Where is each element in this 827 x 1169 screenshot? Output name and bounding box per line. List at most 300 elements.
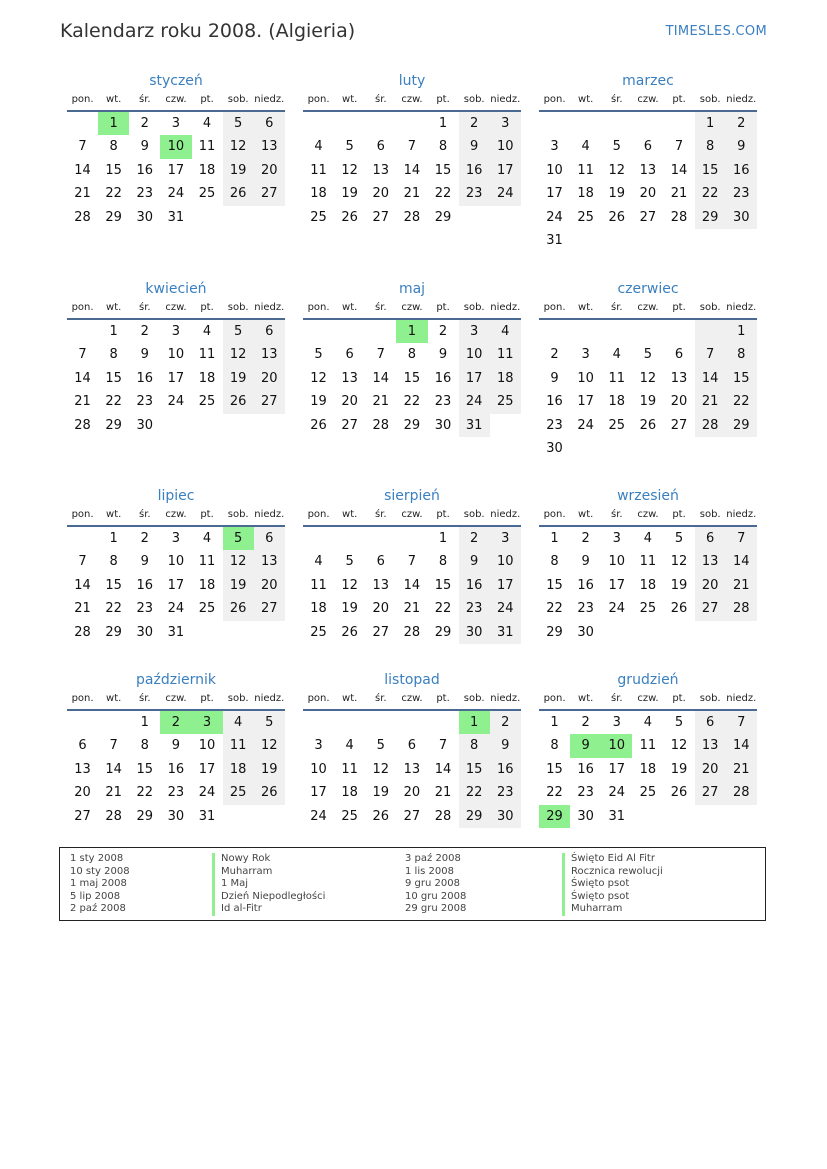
day-cell: 10 bbox=[160, 135, 191, 158]
empty-cell bbox=[726, 805, 757, 828]
empty-cell bbox=[223, 621, 254, 644]
day-cell: 19 bbox=[639, 394, 657, 410]
day-cell: 7 bbox=[695, 343, 726, 366]
day-cell: 24 bbox=[167, 601, 185, 617]
day-cell: 3 bbox=[612, 715, 621, 730]
day-cell: 9 bbox=[140, 139, 149, 155]
empty-cell bbox=[601, 621, 632, 644]
legend-date: 1 sty 2008 bbox=[70, 853, 124, 864]
day-cell: 10 bbox=[198, 738, 216, 754]
empty-cell bbox=[664, 229, 695, 252]
legend-names-right bbox=[562, 853, 663, 916]
day-cell: 14 bbox=[372, 370, 390, 386]
day-cell: 25 bbox=[223, 781, 254, 804]
day-cell: 5 bbox=[674, 715, 684, 730]
week-row bbox=[539, 805, 757, 828]
day-cell: 27 bbox=[639, 209, 657, 225]
day-cell: 23 bbox=[726, 182, 757, 205]
day-cell: 25 bbox=[608, 417, 626, 433]
day-cell: 27 bbox=[695, 781, 726, 804]
day-cell: 11 bbox=[198, 139, 216, 155]
month-name: październik bbox=[136, 672, 216, 688]
day-cell: 13 bbox=[254, 135, 285, 158]
day-cell: 16 bbox=[434, 370, 452, 386]
day-cell: 26 bbox=[608, 209, 626, 225]
day-cell: 5 bbox=[612, 139, 621, 155]
day-cell: 21 bbox=[74, 601, 91, 617]
legend-name: Muharram bbox=[571, 903, 623, 915]
weekday-label: czw. bbox=[637, 94, 659, 105]
empty-cell bbox=[664, 437, 695, 460]
empty-cell bbox=[632, 320, 663, 343]
day-cell: 10 bbox=[459, 343, 490, 366]
day-cell: 10 bbox=[577, 370, 594, 386]
day-cell: 31 bbox=[167, 209, 185, 225]
week-row bbox=[539, 206, 757, 229]
day-cell: 28 bbox=[74, 624, 91, 640]
brand-link[interactable]: TIMESLES.COM bbox=[665, 24, 767, 39]
legend-date: 9 gru 2008 bbox=[405, 878, 460, 890]
empty-cell bbox=[632, 437, 663, 460]
month-name: styczeń bbox=[149, 73, 203, 89]
day-cell: 28 bbox=[695, 414, 726, 437]
day-cell: 12 bbox=[670, 554, 688, 570]
day-cell: 22 bbox=[105, 394, 122, 410]
day-cell: 29 bbox=[726, 414, 757, 437]
day-cell: 27 bbox=[695, 597, 726, 620]
day-cell: 30 bbox=[136, 417, 154, 433]
week-row bbox=[303, 574, 521, 597]
day-cell: 18 bbox=[490, 367, 521, 390]
week-row bbox=[303, 758, 521, 781]
empty-cell bbox=[98, 711, 129, 734]
empty-cell bbox=[303, 320, 334, 343]
weekday-label: śr. bbox=[611, 94, 623, 105]
day-cell: 9 bbox=[438, 347, 448, 363]
day-cell: 10 bbox=[167, 554, 185, 570]
week-row bbox=[303, 414, 521, 437]
weekday-label: czw. bbox=[637, 693, 659, 704]
day-cell: 24 bbox=[167, 394, 185, 410]
weekday-label: pon. bbox=[71, 94, 94, 105]
weekday-label: sob. bbox=[227, 509, 249, 520]
empty-cell bbox=[695, 320, 726, 343]
day-cell: 13 bbox=[695, 734, 726, 757]
weekday-label: wt. bbox=[578, 693, 594, 704]
empty-cell bbox=[334, 320, 365, 343]
day-cell: 2 bbox=[160, 711, 191, 734]
weekday-label: śr. bbox=[139, 693, 151, 704]
day-cell: 7 bbox=[78, 554, 87, 570]
day-cell: 4 bbox=[345, 738, 354, 754]
empty-cell bbox=[664, 805, 695, 828]
day-cell: 15 bbox=[546, 577, 563, 593]
day-cell: 9 bbox=[171, 738, 181, 754]
day-cell: 14 bbox=[403, 577, 421, 593]
month-name: kwiecień bbox=[145, 281, 207, 297]
day-cell: 26 bbox=[223, 390, 254, 413]
weekday-label: sob. bbox=[699, 302, 721, 313]
day-cell: 6 bbox=[695, 527, 726, 550]
day-cell: 28 bbox=[403, 209, 421, 225]
day-cell: 19 bbox=[223, 574, 254, 597]
month-8 bbox=[303, 485, 521, 644]
week-row bbox=[539, 112, 757, 135]
legend-name: 1 Maj bbox=[221, 878, 249, 890]
empty-cell bbox=[365, 320, 396, 343]
day-cell: 2 bbox=[140, 116, 149, 131]
weekday-label: pt. bbox=[672, 302, 686, 313]
weekday-label: niedz. bbox=[490, 693, 521, 704]
day-cell: 16 bbox=[577, 761, 594, 777]
week-row bbox=[67, 574, 285, 597]
day-cell: 30 bbox=[136, 624, 154, 640]
day-cell: 12 bbox=[341, 162, 358, 178]
weekday-label: sob. bbox=[227, 693, 249, 704]
empty-cell bbox=[601, 320, 632, 343]
month-name: sierpień bbox=[384, 488, 440, 504]
day-cell: 5 bbox=[223, 527, 254, 550]
day-cell: 30 bbox=[546, 440, 563, 456]
day-cell: 1 bbox=[438, 531, 448, 546]
month-2 bbox=[303, 70, 521, 229]
empty-cell bbox=[726, 229, 757, 252]
weekday-label: śr. bbox=[611, 509, 623, 520]
week-row bbox=[539, 135, 757, 158]
day-cell: 23 bbox=[546, 417, 563, 433]
day-cell: 22 bbox=[459, 781, 490, 804]
day-cell: 1 bbox=[459, 711, 490, 734]
week-row bbox=[67, 805, 285, 828]
legend-dates-right bbox=[405, 853, 466, 916]
month-11 bbox=[303, 669, 521, 828]
weekday-label: pt. bbox=[672, 693, 686, 704]
day-cell: 21 bbox=[726, 758, 757, 781]
day-cell: 17 bbox=[577, 394, 594, 410]
day-cell: 6 bbox=[376, 139, 385, 155]
day-cell: 4 bbox=[202, 531, 212, 546]
day-cell: 17 bbox=[608, 761, 626, 777]
weekday-label: wt. bbox=[342, 509, 358, 520]
day-cell: 25 bbox=[577, 209, 594, 225]
day-cell: 15 bbox=[695, 159, 726, 182]
day-cell: 11 bbox=[490, 343, 521, 366]
weekday-label: śr. bbox=[139, 94, 151, 105]
day-cell: 3 bbox=[490, 112, 521, 135]
weekday-label: niedz. bbox=[490, 509, 521, 520]
weekday-label: pt. bbox=[436, 693, 450, 704]
day-cell: 26 bbox=[223, 597, 254, 620]
day-cell: 30 bbox=[167, 808, 185, 824]
day-cell: 27 bbox=[403, 808, 421, 824]
day-cell: 7 bbox=[407, 139, 417, 155]
day-cell: 17 bbox=[167, 162, 185, 178]
weekday-label: wt. bbox=[578, 302, 594, 313]
day-cell: 2 bbox=[140, 324, 149, 339]
day-cell: 28 bbox=[670, 209, 688, 225]
day-cell: 20 bbox=[403, 785, 421, 801]
weekday-label: niedz. bbox=[726, 693, 757, 704]
empty-cell bbox=[192, 206, 223, 229]
day-cell: 31 bbox=[608, 808, 626, 824]
day-cell: 1 bbox=[438, 116, 448, 131]
day-cell: 12 bbox=[639, 370, 657, 386]
day-cell: 1 bbox=[726, 320, 757, 343]
week-row bbox=[303, 805, 521, 828]
day-cell: 11 bbox=[198, 554, 216, 570]
day-cell: 30 bbox=[490, 805, 521, 828]
empty-cell bbox=[223, 414, 254, 437]
day-cell: 2 bbox=[490, 711, 521, 734]
day-cell: 12 bbox=[341, 577, 358, 593]
empty-cell bbox=[67, 320, 98, 343]
day-cell: 10 bbox=[490, 135, 521, 158]
month-name: wrzesień bbox=[617, 488, 679, 504]
day-cell: 27 bbox=[254, 390, 285, 413]
weekday-label: pon. bbox=[307, 302, 330, 313]
day-cell: 27 bbox=[372, 624, 390, 640]
day-cell: 4 bbox=[314, 139, 323, 155]
legend-name: Święto psot bbox=[571, 890, 630, 902]
day-cell: 16 bbox=[459, 574, 490, 597]
legend-names-left bbox=[212, 853, 325, 916]
day-cell: 25 bbox=[198, 186, 216, 202]
day-cell: 17 bbox=[198, 761, 216, 777]
day-cell: 29 bbox=[403, 417, 421, 433]
day-cell: 28 bbox=[74, 209, 91, 225]
month-name: listopad bbox=[384, 672, 440, 688]
week-row bbox=[67, 734, 285, 757]
day-cell: 23 bbox=[434, 394, 452, 410]
week-row bbox=[539, 437, 757, 460]
day-cell: 23 bbox=[136, 394, 154, 410]
day-cell: 5 bbox=[643, 347, 653, 363]
week-row bbox=[303, 182, 521, 205]
day-cell: 14 bbox=[74, 577, 91, 593]
day-cell: 6 bbox=[674, 347, 684, 363]
day-cell: 5 bbox=[674, 531, 684, 546]
day-cell: 15 bbox=[459, 758, 490, 781]
day-cell: 19 bbox=[341, 186, 358, 202]
day-cell: 18 bbox=[198, 577, 216, 593]
day-cell: 1 bbox=[396, 320, 427, 343]
week-row bbox=[539, 734, 757, 757]
weekday-label: czw. bbox=[165, 302, 187, 313]
day-cell: 29 bbox=[105, 209, 122, 225]
weekday-label: wt. bbox=[578, 94, 594, 105]
legend-date: 29 gru 2008 bbox=[405, 903, 467, 915]
legend-name: Dzień Niepodległości bbox=[221, 890, 326, 902]
day-cell: 18 bbox=[341, 785, 358, 801]
day-cell: 24 bbox=[459, 390, 490, 413]
day-cell: 16 bbox=[136, 162, 154, 178]
day-cell: 23 bbox=[490, 781, 521, 804]
day-cell: 13 bbox=[372, 577, 390, 593]
week-row bbox=[539, 550, 757, 573]
day-cell: 9 bbox=[570, 734, 601, 757]
empty-cell bbox=[254, 414, 285, 437]
day-cell: 16 bbox=[577, 577, 594, 593]
legend-date: 1 maj 2008 bbox=[70, 878, 127, 890]
day-cell: 29 bbox=[434, 624, 452, 640]
week-row bbox=[67, 206, 285, 229]
empty-cell bbox=[396, 527, 427, 550]
day-cell: 11 bbox=[577, 162, 594, 178]
day-cell: 3 bbox=[550, 139, 559, 155]
weekday-label: wt. bbox=[342, 302, 358, 313]
weekday-label: sob. bbox=[463, 693, 485, 704]
legend-name: Święto psot bbox=[571, 878, 630, 890]
weekday-label: niedz. bbox=[254, 693, 285, 704]
empty-cell bbox=[632, 805, 663, 828]
weekday-label: śr. bbox=[375, 302, 387, 313]
empty-cell bbox=[396, 112, 427, 135]
day-cell: 25 bbox=[310, 624, 327, 640]
day-cell: 2 bbox=[438, 324, 448, 339]
empty-cell bbox=[490, 206, 521, 229]
empty-cell bbox=[664, 320, 695, 343]
day-cell: 22 bbox=[695, 182, 726, 205]
empty-cell bbox=[570, 437, 601, 460]
day-cell: 29 bbox=[546, 624, 563, 640]
day-cell: 20 bbox=[372, 186, 390, 202]
day-cell: 1 bbox=[109, 324, 118, 339]
day-cell: 9 bbox=[459, 550, 490, 573]
day-cell: 18 bbox=[639, 761, 657, 777]
day-cell: 27 bbox=[670, 417, 688, 433]
day-cell: 22 bbox=[434, 601, 452, 617]
legend-name: Id al-Fitr bbox=[221, 903, 262, 915]
day-cell: 17 bbox=[608, 577, 626, 593]
day-cell: 21 bbox=[670, 186, 688, 202]
day-cell: 22 bbox=[726, 390, 757, 413]
weekday-label: sob. bbox=[699, 693, 721, 704]
day-cell: 19 bbox=[670, 577, 688, 593]
day-cell: 2 bbox=[140, 531, 149, 546]
day-cell: 8 bbox=[550, 738, 559, 754]
weekday-label: sob. bbox=[227, 302, 249, 313]
legend-date: 2 paź 2008 bbox=[70, 903, 126, 915]
week-row bbox=[539, 711, 757, 734]
day-cell: 19 bbox=[372, 785, 390, 801]
empty-cell bbox=[490, 414, 521, 437]
day-cell: 8 bbox=[109, 139, 118, 155]
day-cell: 1 bbox=[140, 715, 149, 730]
weekday-label: pon. bbox=[543, 693, 566, 704]
day-cell: 3 bbox=[171, 531, 181, 546]
week-row bbox=[539, 621, 757, 644]
day-cell: 9 bbox=[726, 135, 757, 158]
weekday-label: śr. bbox=[139, 302, 151, 313]
holiday-legend bbox=[59, 847, 766, 921]
day-cell: 18 bbox=[198, 162, 216, 178]
day-cell: 6 bbox=[376, 554, 385, 570]
day-cell: 10 bbox=[601, 734, 632, 757]
empty-cell bbox=[664, 112, 695, 135]
day-cell: 11 bbox=[608, 370, 626, 386]
day-cell: 26 bbox=[310, 417, 327, 433]
day-cell: 6 bbox=[78, 738, 87, 754]
weekday-label: wt. bbox=[106, 509, 122, 520]
day-cell: 24 bbox=[490, 597, 521, 620]
day-cell: 16 bbox=[546, 394, 563, 410]
week-row bbox=[67, 135, 285, 158]
week-row bbox=[67, 159, 285, 182]
day-cell: 17 bbox=[546, 186, 563, 202]
day-cell: 12 bbox=[608, 162, 626, 178]
day-cell: 15 bbox=[136, 761, 154, 777]
day-cell: 26 bbox=[254, 781, 285, 804]
day-cell: 28 bbox=[726, 781, 757, 804]
day-cell: 23 bbox=[136, 186, 154, 202]
day-cell: 28 bbox=[105, 808, 122, 824]
weekday-label: śr. bbox=[611, 693, 623, 704]
day-cell: 1 bbox=[98, 112, 129, 135]
empty-cell bbox=[396, 711, 427, 734]
week-row bbox=[67, 597, 285, 620]
empty-cell bbox=[695, 437, 726, 460]
weekday-label: śr. bbox=[375, 94, 387, 105]
weekday-label: pon. bbox=[71, 509, 94, 520]
day-cell: 25 bbox=[198, 394, 216, 410]
day-cell: 14 bbox=[726, 550, 757, 573]
day-cell: 17 bbox=[167, 370, 185, 386]
day-cell: 31 bbox=[459, 414, 490, 437]
empty-cell bbox=[160, 414, 191, 437]
day-cell: 27 bbox=[254, 182, 285, 205]
week-row bbox=[303, 711, 521, 734]
day-cell: 21 bbox=[695, 390, 726, 413]
day-cell: 30 bbox=[459, 621, 490, 644]
day-cell: 18 bbox=[577, 186, 594, 202]
day-cell: 7 bbox=[674, 139, 684, 155]
day-cell: 7 bbox=[109, 738, 118, 754]
day-cell: 10 bbox=[310, 761, 327, 777]
weekday-label: niedz. bbox=[726, 302, 757, 313]
weekday-label: pon. bbox=[543, 509, 566, 520]
week-row bbox=[539, 229, 757, 252]
day-cell: 20 bbox=[695, 574, 726, 597]
empty-cell bbox=[570, 229, 601, 252]
day-cell: 7 bbox=[407, 554, 417, 570]
day-cell: 24 bbox=[577, 417, 594, 433]
day-cell: 18 bbox=[310, 601, 327, 617]
day-cell: 30 bbox=[577, 808, 594, 824]
weekday-label: sob. bbox=[463, 302, 485, 313]
day-cell: 6 bbox=[695, 711, 726, 734]
day-cell: 4 bbox=[490, 320, 521, 343]
week-row bbox=[67, 711, 285, 734]
day-cell: 12 bbox=[372, 761, 390, 777]
day-cell: 15 bbox=[105, 577, 122, 593]
empty-cell bbox=[570, 320, 601, 343]
day-cell: 8 bbox=[140, 738, 149, 754]
week-row bbox=[67, 343, 285, 366]
day-cell: 9 bbox=[140, 347, 149, 363]
day-cell: 24 bbox=[546, 209, 563, 225]
day-cell: 22 bbox=[105, 186, 122, 202]
legend-date: 5 lip 2008 bbox=[70, 890, 121, 902]
weekday-label: wt. bbox=[106, 302, 122, 313]
legend-dates-left bbox=[70, 853, 130, 916]
day-cell: 24 bbox=[608, 785, 626, 801]
legend-date: 10 sty 2008 bbox=[70, 865, 130, 877]
day-cell: 11 bbox=[639, 738, 657, 754]
week-row bbox=[303, 343, 521, 366]
week-row bbox=[303, 734, 521, 757]
weekday-label: czw. bbox=[401, 302, 423, 313]
day-cell: 13 bbox=[639, 162, 657, 178]
